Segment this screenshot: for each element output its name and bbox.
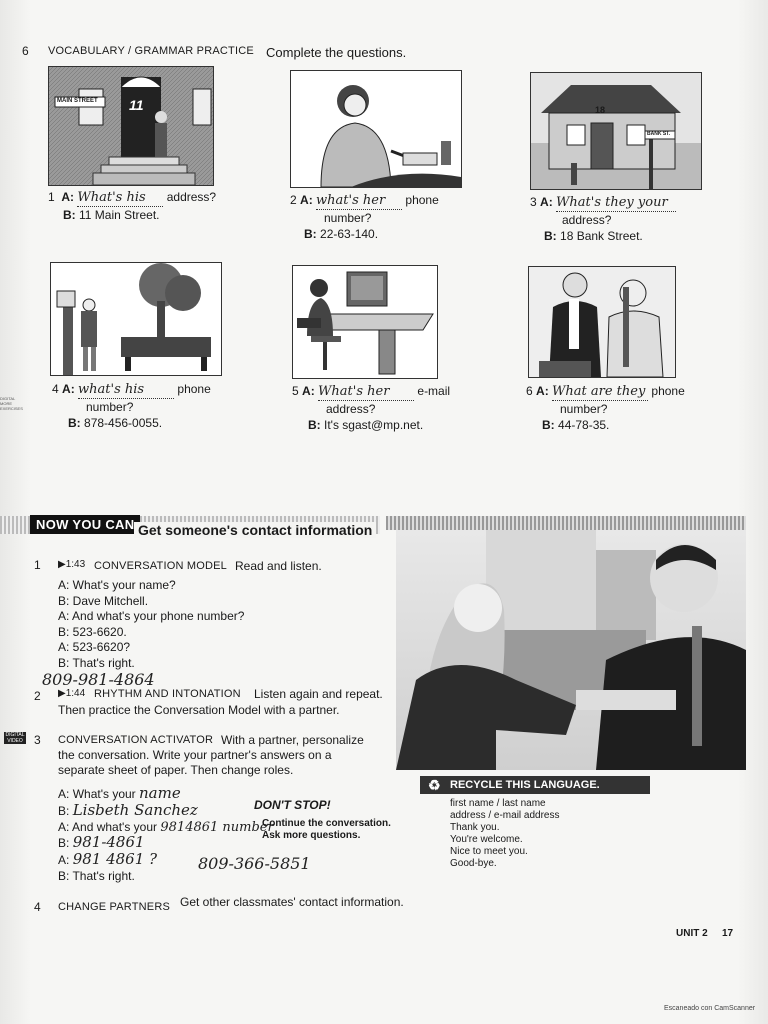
picture-4-park-phone — [50, 262, 222, 376]
picture-1-house-door — [48, 66, 214, 186]
woman-phone-illustration — [291, 71, 461, 187]
ex3-number: 3 — [34, 733, 41, 747]
digital-video-badge[interactable]: DIGITAL VIDEO — [5, 732, 25, 744]
page-number: 17 — [722, 928, 734, 939]
activator-line: B: 981-4861 — [58, 833, 145, 852]
side-label: DIGITAL MORE EXERCISES — [0, 396, 23, 411]
answer-field-6[interactable]: What are they — [552, 384, 648, 401]
two-people-photo — [396, 530, 746, 770]
house-illustration — [531, 73, 701, 189]
house-number: 18 — [595, 105, 606, 115]
recycle-item: Thank you. — [450, 822, 500, 833]
recycle-language-heading: ♻ RECYCLE THIS LANGUAGE. — [420, 776, 650, 794]
ex2-instruction: Listen again and repeat. — [254, 687, 383, 701]
dialog-line: B: That's right. — [58, 655, 135, 670]
item-2: 2 A: what's her phone number? B: 22-63-140. — [290, 193, 439, 241]
item-1: 1 A: What's his address? B: 11 Main Street. — [48, 190, 217, 222]
handwritten-answer[interactable]: 9814861 number — [160, 819, 274, 835]
picture-3-house — [530, 72, 702, 190]
item-6: 6 A: What are they phone number? B: 44-78-35. — [526, 384, 685, 432]
exercise-title: VOCABULARY / GRAMMAR PRACTICE — [48, 45, 254, 57]
activator-line: B: That's right. — [58, 868, 135, 883]
activator-line: A: And what's your 9814861 number — [58, 819, 274, 835]
answer-field-1[interactable]: What's his — [77, 190, 163, 207]
now-you-can-badge: NOW YOU CAN — [30, 515, 140, 534]
ex1-number: 1 — [34, 558, 41, 572]
street-sign-label: MAIN STREET — [57, 98, 98, 104]
ex2-number: 2 — [34, 689, 41, 703]
recycle-item: You're welcome. — [450, 834, 523, 845]
ex1-title: CONVERSATION MODEL — [94, 560, 227, 572]
answer-field-3[interactable]: What's they your — [556, 195, 676, 212]
activator-line: A: 981 4861 ? — [58, 850, 158, 869]
handwritten-answer[interactable]: Lisbeth Sanchez — [72, 800, 198, 819]
recycle-icon: ♻ — [428, 777, 441, 793]
section-title: Get someone's contact information — [134, 522, 376, 538]
park-phone-illustration — [51, 263, 221, 375]
ex3-title: CONVERSATION ACTIVATOR — [58, 734, 214, 746]
handwritten-answer[interactable]: 981-4861 — [72, 833, 145, 852]
ex1-audio[interactable]: ▶1:43 — [58, 559, 86, 570]
house-door-illustration — [49, 67, 213, 185]
recycle-item: Nice to meet you. — [450, 846, 528, 857]
picture-6-two-men — [528, 266, 676, 378]
ex4-instruction: Get other classmates' contact information. — [180, 895, 404, 909]
ex2-audio[interactable]: ▶1:44 — [58, 688, 86, 699]
dialog-line: B: Dave Mitchell. — [58, 593, 149, 608]
dialog-line: A: 523-6620? — [58, 640, 131, 654]
exercise-number: 6 — [22, 44, 29, 58]
bank-sign-label: BANK ST. — [647, 131, 671, 137]
handwritten-number-2: 809-366-5851 — [198, 854, 311, 873]
answer-field-5[interactable]: What's her — [318, 384, 414, 401]
picture-2-woman-phone — [290, 70, 462, 188]
recycle-item: address / e-mail address — [450, 810, 560, 821]
answer-field-4[interactable]: what's his — [78, 382, 174, 399]
ex2-title: RHYTHM AND INTONATION — [94, 688, 241, 700]
dialog-line: B: 523-6620. — [58, 624, 127, 639]
ex4-number: 4 — [34, 900, 41, 914]
ex2-line2: Then practice the Conversation Model with a partner. — [58, 703, 340, 717]
dialog-line: A: What's your name? — [58, 578, 176, 592]
item-4: 4 A: what's his phone number? B: 878-456-0055. — [52, 382, 211, 430]
door-number: 11 — [129, 97, 144, 113]
item-3: 3 A: What's they your address? B: 18 Bank Street. — [530, 194, 676, 244]
handwritten-answer[interactable]: name — [139, 784, 181, 802]
recycle-item: Good-bye. — [450, 858, 497, 869]
ex1-instruction: Read and listen. — [235, 559, 322, 573]
unit-label: UNIT 2 — [676, 928, 708, 939]
two-men-illustration — [529, 267, 675, 377]
dont-stop-text: Continue the conversation. Ask more questions. — [262, 818, 391, 841]
handwritten-answer[interactable]: 981 4861 ? — [72, 850, 158, 869]
answer-field-2[interactable]: what's her — [316, 193, 402, 210]
dialog-line: A: And what's your phone number? — [58, 609, 245, 623]
activator-line: A: What's your name — [58, 784, 181, 802]
handwritten-number-1: 809-981-4864 — [42, 670, 155, 689]
item-5: 5 A: What's her e-mail address? B: It's sgast@mp.net. — [292, 384, 451, 432]
ex3-line2: the conversation. Write your partner's answers on a — [58, 748, 332, 762]
dont-stop-heading: DON'T STOP! — [254, 798, 331, 812]
picture-5-computer-desk — [292, 265, 438, 379]
conversation-model — [58, 578, 244, 671]
scanner-watermark: Escaneado con CamScanner — [664, 1005, 756, 1012]
photo-conversation — [396, 530, 746, 770]
computer-desk-illustration — [293, 266, 437, 378]
recycle-language-list — [450, 798, 560, 870]
ex3-line3: separate sheet of paper. Then change roles. — [58, 763, 294, 777]
ex4-title: CHANGE PARTNERS — [58, 901, 171, 913]
activator-line: B: Lisbeth Sanchez — [58, 800, 198, 819]
ex3-instruction: With a partner, personalize — [221, 733, 364, 747]
recycle-item: first name / last name — [450, 798, 546, 809]
photo-stripe — [386, 516, 746, 530]
exercise-instruction: Complete the questions. — [266, 45, 407, 60]
